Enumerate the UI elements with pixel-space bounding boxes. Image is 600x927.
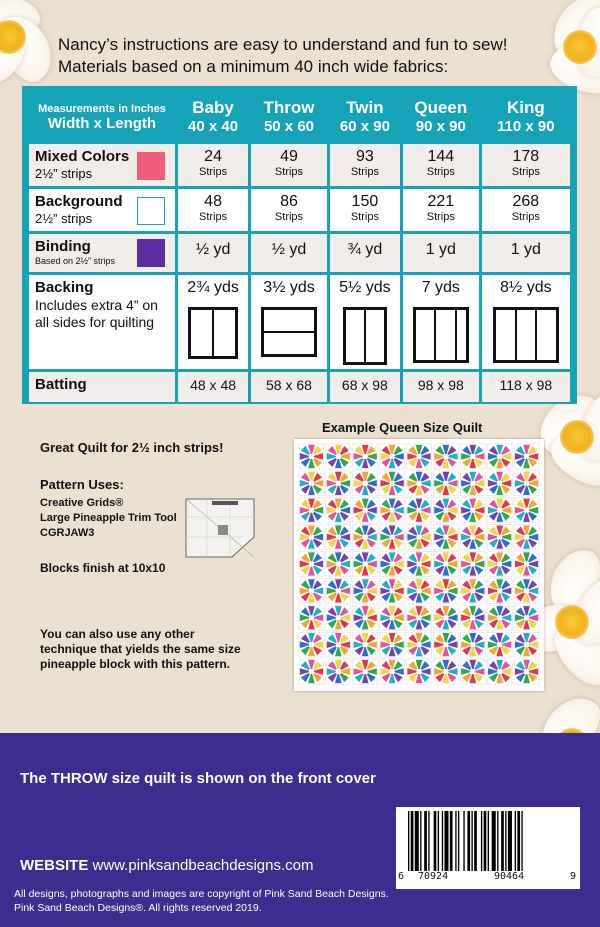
cell: 221 Strips — [403, 189, 479, 231]
quilt-block — [433, 498, 458, 523]
quilt-block — [514, 659, 539, 684]
throw-size-note: The THROW size quilt is shown on the front cover — [20, 770, 376, 787]
barcode-bar — [458, 811, 459, 871]
quilt-block — [299, 578, 324, 603]
quilt-block — [407, 444, 432, 469]
quilt-block — [487, 444, 512, 469]
quilt-block — [380, 552, 405, 577]
quilt-block — [460, 659, 485, 684]
quilt-block — [487, 605, 512, 630]
quilt-block — [380, 498, 405, 523]
quilt-block — [433, 578, 458, 603]
quilt-block — [299, 444, 324, 469]
quilt-block — [299, 471, 324, 496]
quilt-block — [299, 605, 324, 630]
backing-diagram-throw — [261, 307, 317, 357]
quilt-block — [487, 471, 512, 496]
great-quilt-text: Great Quilt for 2½ inch strips! — [40, 440, 224, 455]
website-line — [20, 857, 313, 874]
cell: ½ yd — [251, 234, 327, 272]
quilt-block — [353, 632, 378, 657]
cell: 3½ yds — [251, 275, 327, 369]
cell: 48 Strips — [178, 189, 248, 231]
quilt-block — [514, 632, 539, 657]
quilt-block — [433, 525, 458, 550]
quilt-block — [433, 471, 458, 496]
row-label-mixed-colors: Mixed Colors 2½” strips — [29, 144, 175, 186]
quilt-block — [460, 605, 485, 630]
cell: ¾ yd — [330, 234, 400, 272]
cell: 268 Strips — [482, 189, 570, 231]
barcode-bar — [474, 811, 477, 871]
header-corner-line1: Measurements in Inches — [38, 102, 166, 115]
quilt-block — [514, 578, 539, 603]
barcode-bar — [484, 811, 487, 871]
barcode-bar — [497, 811, 498, 871]
quilt-block — [433, 632, 458, 657]
barcode-bar — [501, 811, 504, 871]
mixed-colors-swatch — [137, 152, 165, 180]
quilt-block — [326, 552, 351, 577]
quilt-block — [460, 552, 485, 577]
quilt-block — [353, 471, 378, 496]
tool-name: Creative Grids® Large Pineapple Trim Tool CGRJAW3 — [40, 497, 177, 539]
intro-line-1: Nancy’s instructions are easy to understand and fun to sew! — [58, 35, 508, 54]
header-baby: Baby 40 x 40 — [178, 93, 248, 141]
row-binding — [29, 234, 570, 272]
barcode-bar — [442, 811, 443, 871]
quilt-block — [487, 498, 512, 523]
quilt-block — [353, 444, 378, 469]
copyright-text: All designs, photographs and images are copyright of Pink Sand Beach Designs. Pink Sand Beach Designs®. All rights reserved 2019. — [14, 888, 389, 914]
cell: 5½ yds — [330, 275, 400, 369]
quilt-block — [407, 471, 432, 496]
cell: 144 Strips — [403, 144, 479, 186]
quilt-block — [380, 525, 405, 550]
quilt-block — [380, 632, 405, 657]
quilt-block — [460, 444, 485, 469]
quilt-block — [380, 659, 405, 684]
quilt-block — [326, 471, 351, 496]
barcode-bar — [420, 811, 421, 871]
row-label-backing: Backing Includes extra 4” on all sides for quilting — [29, 275, 175, 369]
quilt-block — [380, 605, 405, 630]
blocks-finish-text: Blocks finish at 10x10 — [40, 561, 166, 575]
barcode-bar — [521, 811, 522, 871]
background-swatch — [137, 197, 165, 225]
barcode-bar — [492, 811, 496, 871]
cell: 2¾ yds — [178, 275, 248, 369]
quilt-block — [353, 552, 378, 577]
barcode-bar — [424, 811, 427, 871]
cell: 7 yds — [403, 275, 479, 369]
quilt-block — [407, 659, 432, 684]
quilt-block — [353, 578, 378, 603]
quilt-block — [326, 498, 351, 523]
header-corner — [29, 93, 175, 141]
row-label-background: Background 2½” strips — [29, 189, 175, 231]
quilt-block — [299, 659, 324, 684]
cell: 58 x 68 — [251, 372, 327, 402]
row-label-binding: Binding Based on 2½” strips — [29, 234, 175, 272]
barcode-bar — [455, 811, 456, 871]
quilt-block — [353, 605, 378, 630]
quilt-block — [433, 659, 458, 684]
quilt-block — [353, 659, 378, 684]
quilt-block — [514, 605, 539, 630]
quilt-block — [326, 444, 351, 469]
cell: 86 Strips — [251, 189, 327, 231]
cell: 24 Strips — [178, 144, 248, 186]
header-king: King 110 x 90 — [482, 93, 570, 141]
row-batting — [29, 372, 570, 402]
quilt-block — [407, 525, 432, 550]
materials-table — [22, 86, 577, 404]
barcode-bar — [467, 811, 470, 871]
quilt-block — [514, 444, 539, 469]
header-twin: Twin 60 x 90 — [330, 93, 400, 141]
cell: 98 x 98 — [403, 372, 479, 402]
quilt-block — [299, 552, 324, 577]
quilt-block — [299, 632, 324, 657]
pattern-uses-heading: Pattern Uses: — [40, 477, 124, 492]
quilt-block — [407, 605, 432, 630]
barcode-bar — [450, 811, 453, 871]
intro-line-2: Materials based on a minimum 40 inch wide fabrics: — [58, 57, 449, 76]
quilt-block — [460, 471, 485, 496]
backing-diagram-king — [493, 307, 559, 363]
quilt-block — [514, 471, 539, 496]
barcode-bar — [411, 811, 414, 871]
cell: 8½ yds — [482, 275, 570, 369]
barcode-bar — [505, 811, 506, 871]
backing-diagram-queen — [413, 307, 469, 363]
binding-swatch — [137, 239, 165, 267]
cell: 118 x 98 — [482, 372, 570, 402]
quilt-block — [407, 578, 432, 603]
quilt-block — [326, 525, 351, 550]
barcode-bar — [434, 811, 437, 871]
quilt-block — [299, 525, 324, 550]
barcode-bar — [408, 811, 409, 871]
barcode-bar — [471, 811, 472, 871]
quilt-block — [353, 525, 378, 550]
quilt-block — [433, 605, 458, 630]
quilt-block — [487, 525, 512, 550]
backing-diagram-twin — [343, 307, 387, 365]
quilt-block — [326, 659, 351, 684]
quilt-block — [514, 552, 539, 577]
quilt-block — [299, 498, 324, 523]
barcode-bar — [438, 811, 439, 871]
quilt-block — [433, 552, 458, 577]
header-queen: Queen 90 x 90 — [403, 93, 479, 141]
cell: 48 x 48 — [178, 372, 248, 402]
cell: 93 Strips — [330, 144, 400, 186]
row-background — [29, 189, 570, 231]
quilt-block — [514, 525, 539, 550]
quilt-block — [407, 552, 432, 577]
row-label-batting: Batting — [29, 372, 175, 402]
quilt-block — [460, 498, 485, 523]
row-mixed-colors — [29, 144, 570, 186]
quilt-block — [380, 444, 405, 469]
barcode-bar — [463, 811, 464, 871]
barcode-bar — [428, 811, 429, 871]
quilt-block — [433, 444, 458, 469]
header-throw: Throw 50 x 60 — [251, 93, 327, 141]
quilt-block — [326, 632, 351, 657]
header-corner-line2: Width x Length — [47, 114, 157, 132]
barcode-bar — [481, 811, 482, 871]
barcode-bar — [415, 811, 419, 871]
cell: 68 x 98 — [330, 372, 400, 402]
cell: 150 Strips — [330, 189, 400, 231]
cell: 1 yd — [403, 234, 479, 272]
barcode-bar — [515, 811, 516, 871]
quilt-block — [380, 578, 405, 603]
quilt-block — [407, 498, 432, 523]
barcode-bar — [517, 811, 520, 871]
alternative-technique-text: You can also use any other technique that yields the same size pineapple block with this pattern. — [40, 627, 241, 671]
queen-quilt-illustration — [294, 439, 544, 691]
quilt-block — [487, 552, 512, 577]
quilt-block — [460, 632, 485, 657]
quilt-block — [460, 525, 485, 550]
website-url[interactable]: www.pinksandbeachdesigns.com — [92, 857, 314, 874]
barcode-bar — [488, 811, 489, 871]
plumeria-flower-top-left — [0, 0, 60, 80]
cell: 178 Strips — [482, 144, 570, 186]
upc-barcode: 6 70924 90464 9 — [396, 807, 580, 889]
quilt-block — [353, 498, 378, 523]
quilt-block — [487, 578, 512, 603]
barcode-bar — [444, 811, 448, 871]
cell: 49 Strips — [251, 144, 327, 186]
quilt-block — [407, 632, 432, 657]
quilt-block — [326, 605, 351, 630]
website-label: WEBSITE — [20, 857, 89, 874]
pineapple-trim-tool-image — [182, 497, 258, 559]
quilt-block — [380, 471, 405, 496]
quilt-block — [460, 578, 485, 603]
cell: ½ yd — [178, 234, 248, 272]
quilt-block — [326, 578, 351, 603]
intro-text — [58, 34, 578, 78]
quilt-block — [487, 659, 512, 684]
backing-diagram-baby — [188, 307, 238, 359]
quilt-block — [514, 498, 539, 523]
cell: 1 yd — [482, 234, 570, 272]
quilt-example-title: Example Queen Size Quilt — [322, 420, 483, 435]
quilt-block — [487, 632, 512, 657]
row-backing — [29, 275, 570, 369]
barcode-bar — [508, 811, 512, 871]
